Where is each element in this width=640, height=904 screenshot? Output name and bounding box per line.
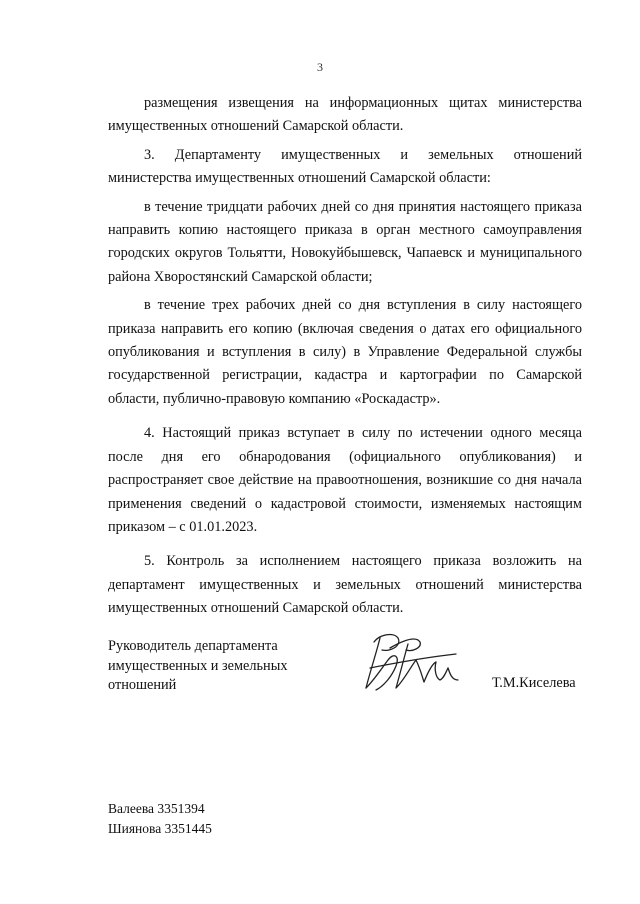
paragraph-item-3: 3. Департаменту имущественных и земельных отношений министерства имущественных отношений Самарской области: xyxy=(108,146,582,187)
position-line: Руководитель департамента xyxy=(108,638,278,654)
paragraph-item-5: 5. Контроль за исполнением настоящего приказа возложить на департамент имущественных и земельных отношений министерства имущественных отношений Самарской области. xyxy=(108,553,582,617)
paragraph-continuation: размещения извещения на информационных щитах министерства имущественных отношений Самарской области. xyxy=(108,95,582,135)
signatory-position xyxy=(108,637,328,696)
paragraph-item-3-sub-2: в течение трех рабочих дней со дня вступления в силу настоящего приказа направить его копию (включая сведения о датах его официального опубликования и вступления в силу) в Управление Федеральной службы государственной регистрации, кадастра и картографии по Самарской области, публично-правовую компанию «Роскадастр». xyxy=(108,297,582,407)
document-body xyxy=(108,92,582,621)
position-line: имущественных и земельных xyxy=(108,657,288,674)
contact-line: Валеева 3351394 xyxy=(108,801,205,816)
handwritten-signature xyxy=(360,628,470,700)
paragraph-item-3-sub-1: в течение тридцати рабочих дней со дня принятия настоящего приказа направить копию настоящего приказа в орган местного самоуправления городских округов Тольятти, Новокуйбышевск, Чапаевск и муниципального района Хворостянский Самарской области; xyxy=(108,198,582,285)
position-line: отношений xyxy=(108,677,177,693)
paragraph-item-4: 4. Настоящий приказ вступает в силу по истечении одного месяца после дня его обнародования (официального опубликования) и распространяет свое действие на правоотношения, возникшие со дня начала применения сведений о кадастровой стоимости, изменяемых настоящим приказом – с 01.01.2023. xyxy=(108,425,582,535)
contact-info xyxy=(108,799,212,838)
page-number: 3 xyxy=(317,60,323,74)
contact-line: Шиянова 3351445 xyxy=(108,820,212,836)
signer-name: Т.М.Киселева xyxy=(492,675,576,691)
